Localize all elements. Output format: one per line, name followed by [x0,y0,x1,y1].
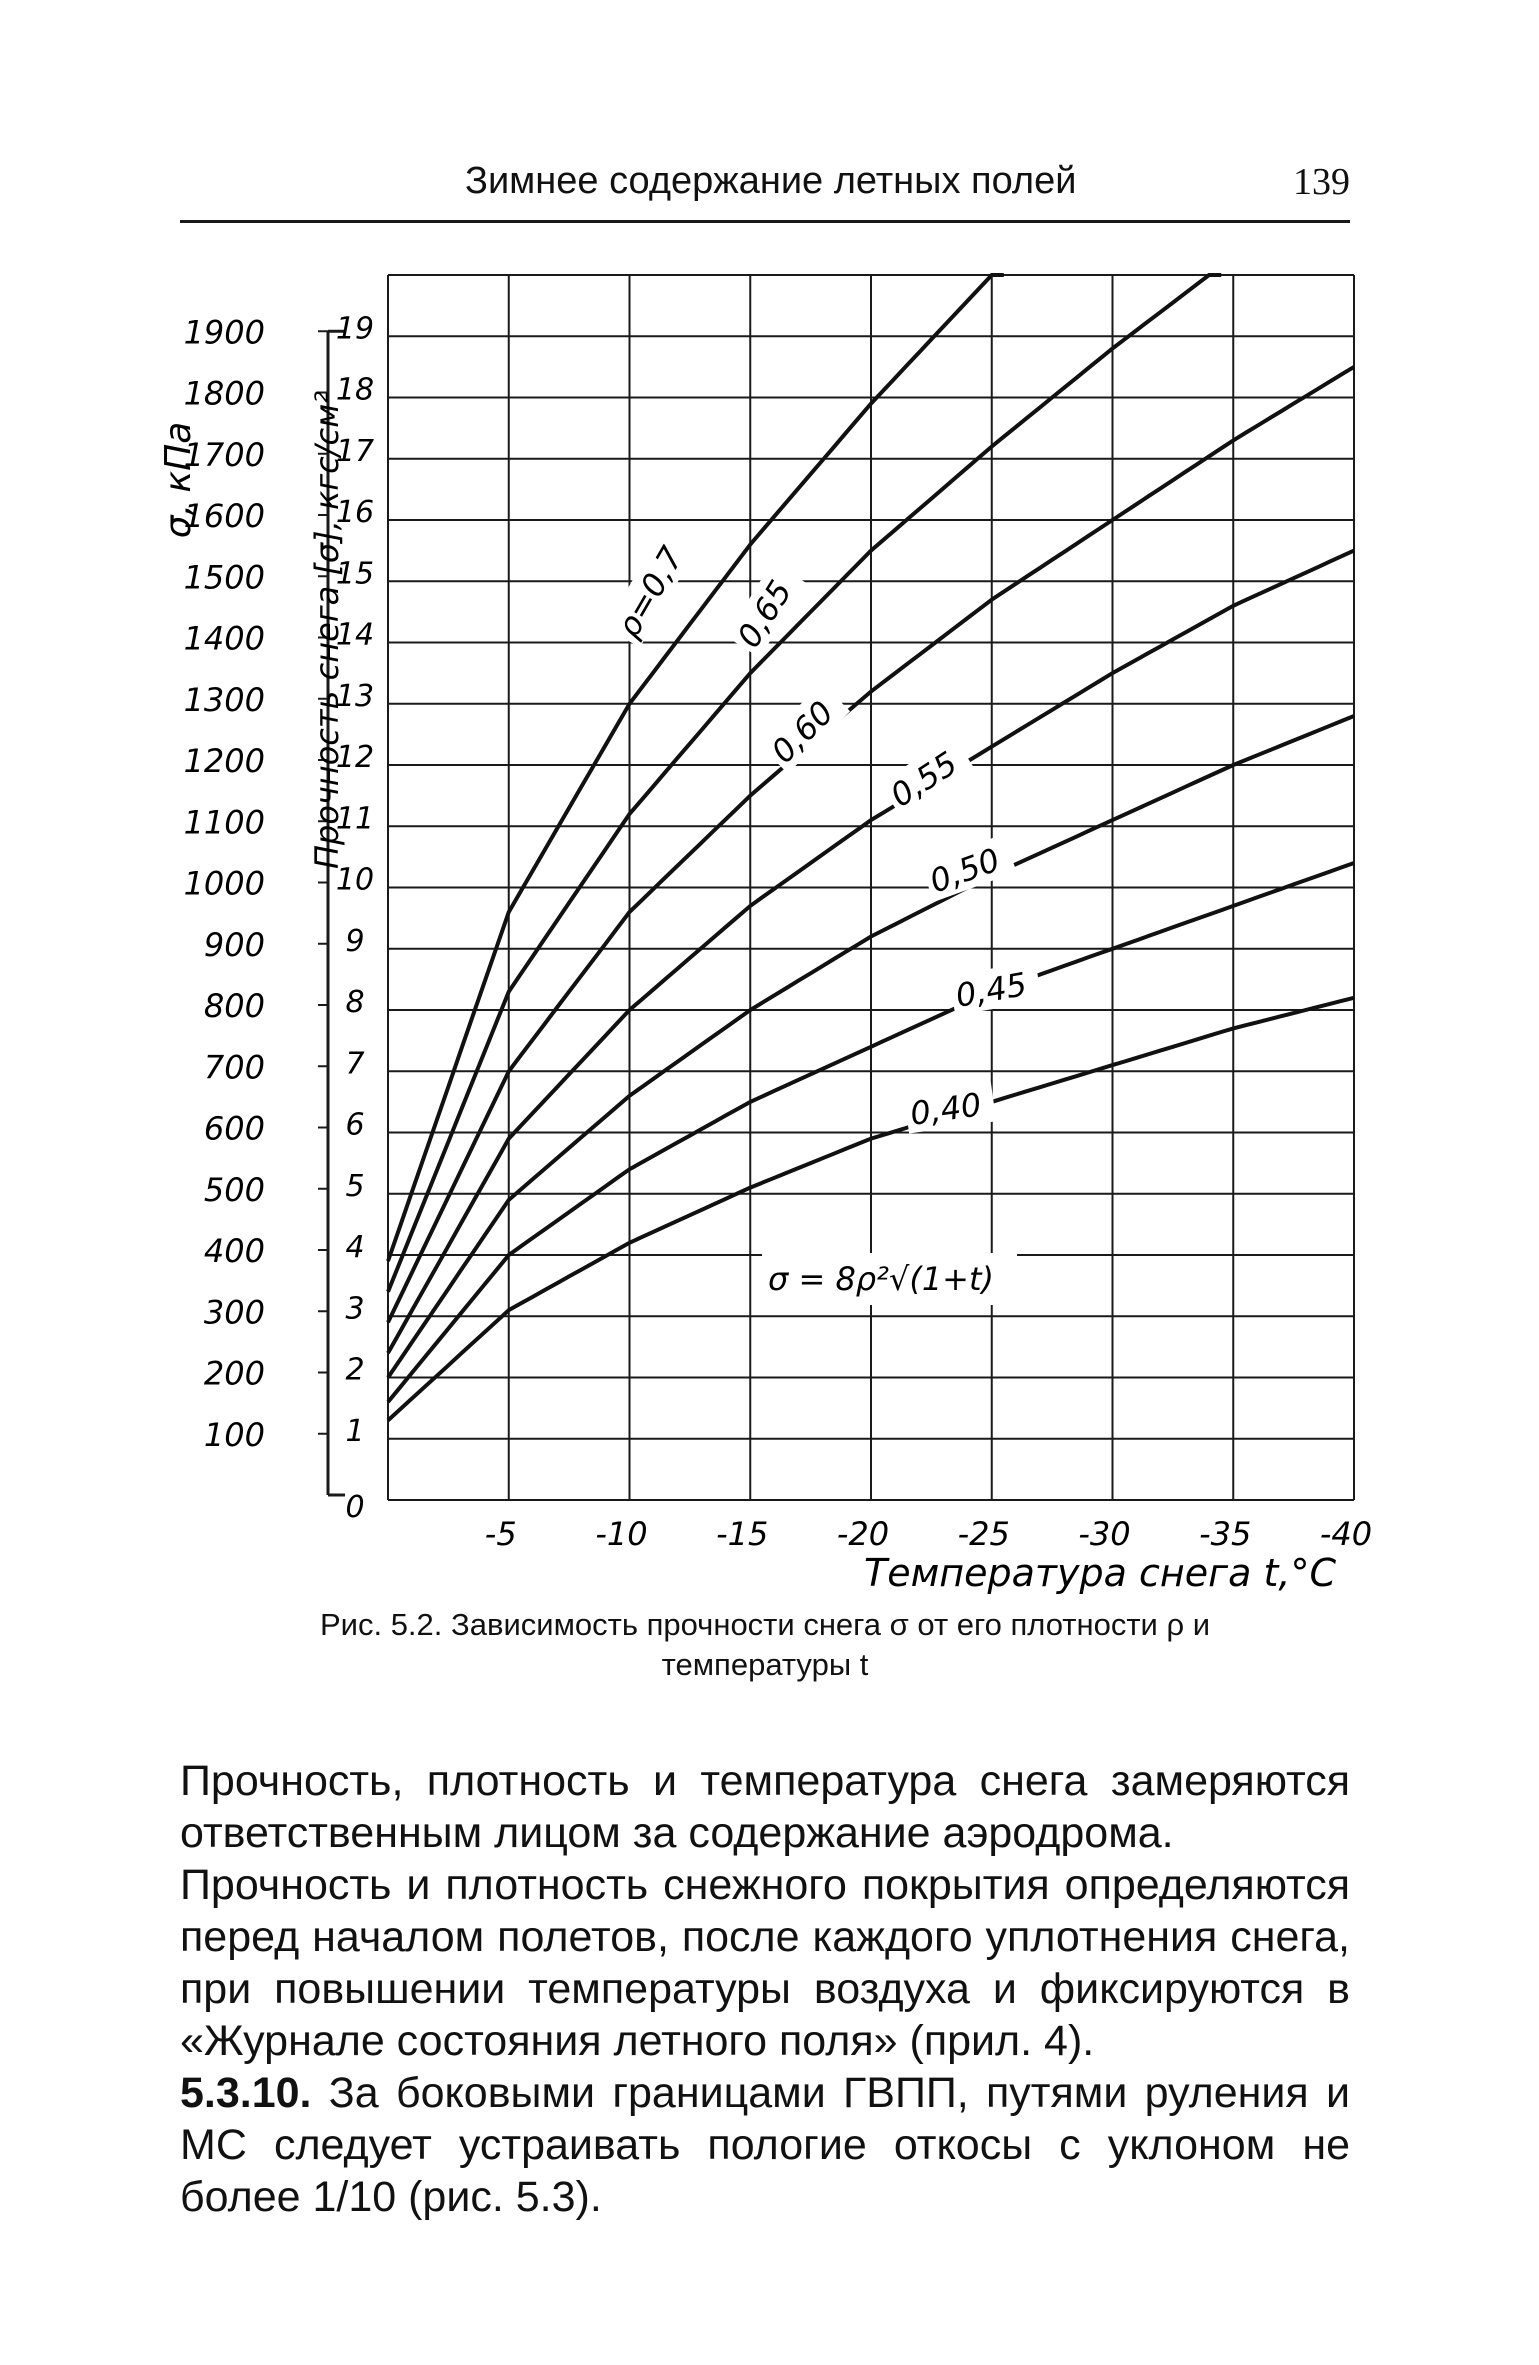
page-number: 139 [1293,161,1350,203]
y-right-tick-label: 6 [345,1107,365,1143]
y-left-tick-label: 300 [203,1293,265,1332]
y-left-tick-label: 1300 [183,680,265,719]
curve-label-group [605,534,694,648]
x-tick-label: -30 [1078,1515,1131,1553]
y-right-tick-label: 14 [335,617,375,653]
y-right-tick-label: 3 [345,1291,365,1327]
y-right-tick-label: 13 [335,678,375,714]
y-left-tick-label: 1200 [183,742,265,780]
curve-label-ρ-0-7-label: ρ=0,7 [609,540,691,644]
curve-label-group [949,961,1043,1016]
y-right-tick-label: 17 [335,433,375,469]
y-left-tick-label: 600 [203,1109,265,1148]
y-right-tick-label: 0 [345,1490,365,1525]
paragraph-2: Прочность и плотность снежного покрытия определяются перед началом полетов, после каждого уплотнения снега, при повышении температуры воздуха и фиксируются в «Журнале состояния летного поля» (прил. 4). [180,1861,1350,2065]
body-text [180,1755,1350,2223]
curve-label-group [904,1082,997,1134]
curve-label-0-40-label: 0,40 [907,1085,984,1133]
y-right-tick-label: 19 [335,311,375,347]
curve-label-0-55-label: 0,55 [883,744,965,815]
y-left-tick-label: 1500 [183,558,265,597]
y-right-tick-label: 18 [335,372,375,408]
y-left-tick-label: 1400 [183,619,265,658]
density-curve [388,275,1221,1292]
curve-label-group [879,735,975,816]
y-right-tick-label: 5 [345,1168,365,1204]
curve-label-0-65-label: 0,65 [729,573,800,655]
y-left-tick-label: 700 [203,1048,265,1087]
x-tick-label: -20 [836,1515,890,1553]
y-left-tick-label: 1000 [183,864,265,903]
x-tick-label: -15 [716,1515,769,1553]
chart-grid [328,275,1354,1500]
x-tick-label: -25 [957,1515,1010,1553]
y-left-tick-label: 100 [203,1415,265,1454]
x-axis-title: Температура снега t,°C [864,1551,1336,1595]
section-number: 5.3.10. [180,2069,312,2117]
y-right-tick-label: 4 [345,1230,365,1265]
y-left-tick-label: 400 [203,1232,265,1270]
paragraph-1: Прочность, плотность и температура снега замеряются ответственным лицом за содержание аэродрома. [180,1757,1350,1857]
y-right-axis-title: Прочность снега [σ], кгс/см² [308,390,346,870]
y-left-tick-label: 1800 [183,374,265,413]
y-left-tick-label: 900 [203,925,265,964]
x-tick-label: -5 [484,1515,517,1553]
y-right-tick-label: 2 [345,1352,365,1388]
y-right-tick-label: 11 [335,801,375,837]
x-tick-label: -40 [1319,1515,1373,1553]
y-left-tick-label: 200 [203,1354,265,1393]
x-tick-label: -35 [1199,1515,1252,1553]
figure-caption [180,1605,1350,1685]
y-right-tick-label: 9 [345,923,365,959]
y-right-tick-label: 16 [335,495,375,530]
y-right-tick-label: 8 [345,985,365,1020]
caption-line-2: температуры t [661,1647,869,1682]
caption-line-1: Рис. 5.2. Зависимость прочности снега σ от его плотности ρ и [319,1607,1211,1642]
y-right-tick-label: 7 [345,1046,365,1082]
formula-label: σ = 8ρ²√(1+t) [768,1260,995,1298]
curve-label-0-45-label: 0,45 [952,965,1030,1015]
y-right-tick-label: 1 [345,1413,365,1449]
y-right-tick-label: 10 [335,862,375,898]
curve-label-0-60-label: 0,60 [763,693,842,771]
x-tick-label: -10 [595,1515,648,1553]
y-right-tick-label: 15 [335,556,375,592]
y-left-tick-label: 1900 [183,313,265,352]
y-left-tick-label: 500 [203,1170,265,1209]
curve-label-group [920,834,1016,902]
curve-label-0-50-label: 0,50 [924,840,1005,901]
running-head-title: Зимнее содержание летных полей [465,160,1077,202]
curve-labels [605,534,1042,1134]
y-left-tick-label: 1700 [183,435,265,474]
x-axis-labels [485,1515,1372,1553]
y-left-tick-label: 1600 [183,497,265,535]
curve-label-group [760,683,851,774]
y-left-tick-label: 1100 [183,803,265,842]
paragraph-3-text: За боковыми границами ГВПП, путями руления и МС следует устраивать пологие откосы с уклоном не более 1/10 (рис. 5.3). [180,2069,1350,2221]
paragraph-3 [180,2067,1350,2223]
y-left-axis-title: σ, кПа [158,421,199,539]
y-left-tick-label: 800 [203,987,265,1025]
y-right-tick-label: 12 [335,740,375,775]
